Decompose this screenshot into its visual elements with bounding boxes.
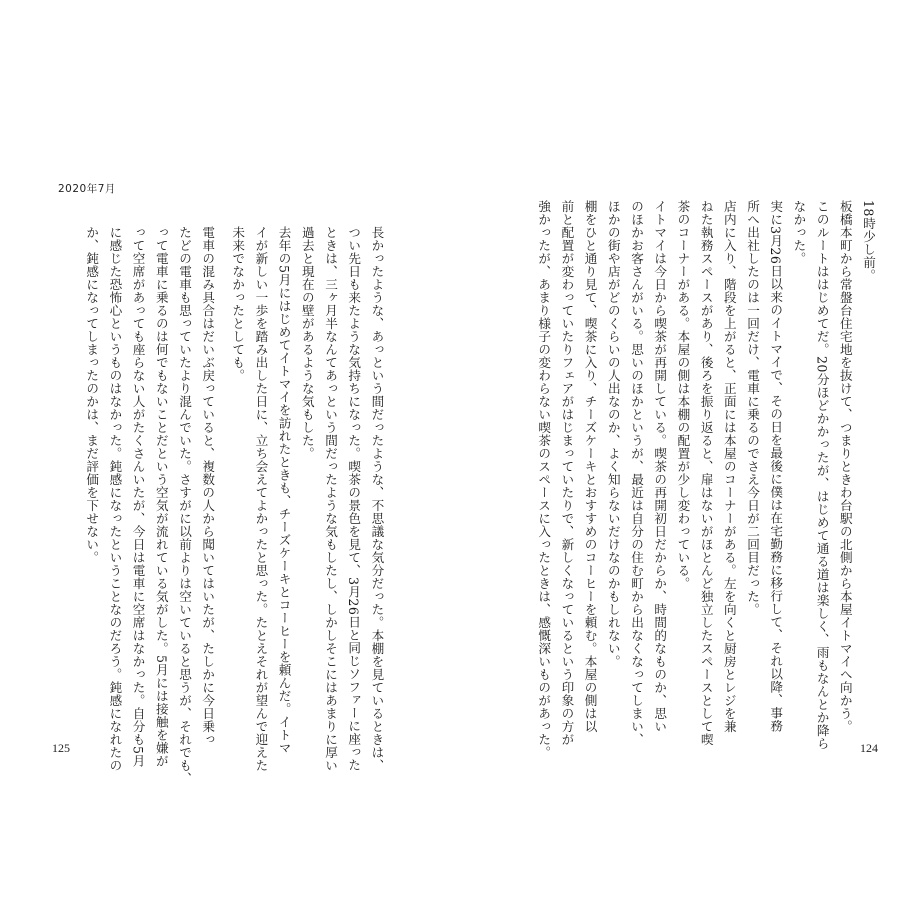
text-line: 茶のコーナーがある。本屋の側は本棚の配置が少し変わっている。 — [675, 200, 691, 590]
text-line: ときは、三ヶ月半なんてあっという間だったような気もしたし、しかしそこにはあまりに厚い — [323, 226, 339, 772]
page-number-right: 124 — [860, 741, 878, 755]
text-line: に感じた恐怖心というものはなかった。鈍感になったということなのだろう。鈍感になれたの — [107, 226, 123, 772]
text-line: イが新しい一歩を踏み出した日に、立ち会えてよかったと思った。たとえそれが望んで迎えた — [253, 226, 269, 772]
text-line: 実に3月26日以来のイトマイで、その日を最後に僕は在宅勤務に移行して、それ以降、事務 — [768, 200, 784, 733]
text-line: なかった。 — [791, 200, 807, 265]
running-head: 2020年7月 — [58, 183, 116, 195]
text-line: たどの電車も思っていたより混んでいた。さすがに以前よりは空いていると思うが、それでも、 — [177, 226, 193, 785]
left-page-body-2 — [80, 226, 219, 785]
text-line: か、鈍感になってしまったのかは、まだ評価を下せない。 — [84, 226, 100, 564]
text-line: 所へ出社したのは一回だけ、電車に乗るのでさえ今日が二回目だった。 — [745, 200, 761, 616]
right-page — [460, 0, 920, 920]
text-line: って電車に乗るのは何でもないことだという空気が流れている気がした。5月には接触を嫌が — [153, 226, 169, 768]
text-line: このルートははじめてだ。20分ほどかかったが、はじめて通る道は楽しく、雨もなんとか降ら — [814, 200, 830, 750]
text-line: ねた執務スペースがあり、後ろを振り返ると、扉はないがほとんど独立したスペースとして喫 — [698, 200, 714, 746]
text-line: つい先日も来たような気持ちになった。喫茶の景色を見て、3月26日と同じソファーに座った — [346, 226, 362, 772]
text-line: 未来でなかったとしても。 — [230, 226, 246, 382]
text-line: 前と配置が変わっていたりフェアがはじまっていたりで、新しくなっているという印象の方が — [559, 200, 575, 746]
text-line: 板橋本町から常盤台住宅地を抜けて、つまりときわ台駅の北側から本屋イトマイへ向かう。 — [837, 200, 853, 733]
text-line: って空席があっても座らない人がたくさんいたが、今日は電車に空席はなかった。自分も5月 — [130, 226, 146, 768]
text-line: 長かったような、あっという間だったような、不思議な気分だった。本棚を見ているときは、 — [369, 226, 385, 772]
text-line: 電車の混み具合はだいぶ戻っていると、複数の人から聞いてはいたが、たしかに今日乗っ — [200, 226, 216, 746]
text-line: ほかの街や店がどのくらいの人出なのか、よく知らないだけなのかもしれない。 — [605, 200, 621, 668]
text-line: のほかお客さんがいる。思いのほかというが、最近は自分の住む町から出なくなってしまい、 — [629, 200, 645, 746]
text-line: 棚をひと通り見て、喫茶に入り、チーズケーキとおすすめのコーヒーを頼む。本屋の側は以 — [582, 200, 598, 733]
text-line: 去年の5月にはじめてイトマイを訪れたときも、チーズケーキとコーヒーを頼んだ。イトマ — [276, 226, 292, 755]
left-page-body-1 — [226, 226, 388, 772]
text-line: 過去と現在の壁があるような気もした。 — [299, 226, 315, 460]
text-line: 店内に入り、階段を上がると、正面には本屋のコーナーがある。左を向くと厨房とレジを兼 — [721, 200, 737, 733]
text-line: イトマイは今日から喫茶が再開している。喫茶の再開初日だからか、時間的なものか、思い — [652, 200, 668, 733]
page-number-left: 125 — [52, 741, 70, 755]
text-line: 18時少し前。 — [861, 200, 877, 282]
text-line: 強かったが、あまり様子の変わらない喫茶のスペースに入ったときは、感慨深いものがあった。 — [536, 200, 552, 759]
